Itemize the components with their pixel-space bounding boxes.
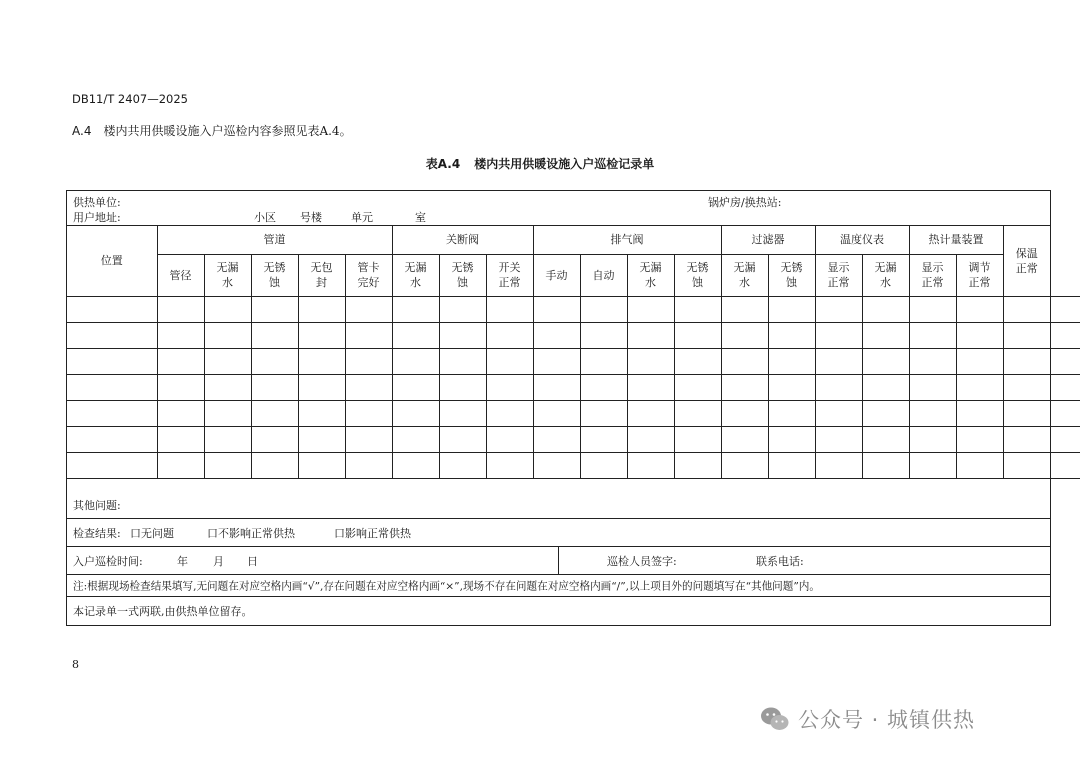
sub-header: 无锈 蚀 [674, 254, 721, 296]
intro-text: 楼内共用供暖设施入户巡检内容参照见表A.4。 [103, 124, 352, 138]
info-row [67, 191, 1050, 226]
sub-header: 管径 [157, 254, 204, 296]
sub-header: 无漏 水 [204, 254, 251, 296]
inspection-form [66, 190, 1051, 626]
caption-number: 表A.4 [425, 157, 461, 171]
blank-cell[interactable] [956, 322, 1003, 348]
blank-cell[interactable] [392, 374, 439, 400]
group-header: 排气阀 [533, 226, 721, 254]
blank-cell[interactable] [345, 426, 392, 452]
blank-cell[interactable] [157, 348, 204, 374]
blank-cell[interactable] [533, 322, 580, 348]
wechat-icon [760, 706, 790, 732]
blank-cell[interactable] [392, 400, 439, 426]
address-label: 用户地址: [73, 211, 121, 224]
sub-header: 手动 [533, 254, 580, 296]
inspector-label: 巡检人员签字: [607, 554, 677, 568]
blank-cell[interactable] [768, 322, 815, 348]
blank-cell[interactable] [862, 374, 909, 400]
sub-header: 无漏 水 [721, 254, 768, 296]
blank-cell[interactable] [674, 348, 721, 374]
blank-cell[interactable] [768, 374, 815, 400]
blank-cell[interactable] [486, 374, 533, 400]
blank-cell[interactable] [909, 322, 956, 348]
blank-cell[interactable] [721, 400, 768, 426]
blank-cell[interactable] [157, 374, 204, 400]
blank-cell[interactable] [204, 374, 251, 400]
blank-cell[interactable] [909, 452, 956, 478]
blank-cell[interactable] [956, 348, 1003, 374]
blank-cell[interactable] [1050, 426, 1080, 452]
blank-cell[interactable] [815, 348, 862, 374]
blank-cell[interactable] [439, 296, 486, 322]
blank-cell[interactable] [768, 426, 815, 452]
blank-cell[interactable] [1003, 452, 1050, 478]
blank-cell[interactable] [627, 374, 674, 400]
sub-header: 无漏 水 [627, 254, 674, 296]
group-header: 温度仪表 [815, 226, 909, 254]
blank-cell[interactable] [580, 400, 627, 426]
result-option-major[interactable]: 口影响正常供热 [334, 526, 411, 540]
blank-cell[interactable] [204, 452, 251, 478]
time-month: 月 [213, 554, 224, 568]
blank-cell[interactable] [439, 400, 486, 426]
page-number: 8 [72, 658, 79, 671]
blank-cell[interactable] [204, 400, 251, 426]
result-option-no-issue[interactable]: 口无问题 [130, 526, 174, 540]
sub-header: 无漏 水 [862, 254, 909, 296]
blank-cell[interactable] [1003, 426, 1050, 452]
blank-cell[interactable] [1003, 374, 1050, 400]
blank-cell[interactable] [721, 296, 768, 322]
blank-cell[interactable] [298, 374, 345, 400]
blank-cell[interactable] [909, 426, 956, 452]
sub-header: 显示 正常 [815, 254, 862, 296]
blank-cell[interactable] [392, 452, 439, 478]
note-row [67, 575, 1050, 597]
blank-cell[interactable] [815, 296, 862, 322]
result-row [67, 519, 1050, 547]
blank-cell[interactable] [345, 400, 392, 426]
inspection-table [67, 226, 1080, 479]
blank-cell[interactable] [1050, 348, 1080, 374]
intro-line [72, 122, 352, 139]
result-option-minor[interactable]: 口不影响正常供热 [207, 526, 295, 540]
blank-cell[interactable] [204, 426, 251, 452]
blank-cell[interactable] [956, 296, 1003, 322]
blank-cell[interactable] [486, 426, 533, 452]
sub-header: 开关 正常 [486, 254, 533, 296]
blank-cell[interactable] [157, 426, 204, 452]
blank-cell[interactable] [862, 452, 909, 478]
blank-cell[interactable] [862, 322, 909, 348]
sub-header: 管卡 完好 [345, 254, 392, 296]
blank-cell[interactable] [627, 348, 674, 374]
table-row [67, 452, 1080, 478]
blank-cell[interactable] [956, 452, 1003, 478]
blank-cell[interactable] [627, 296, 674, 322]
time-year: 年 [177, 554, 188, 568]
table-row [67, 322, 1080, 348]
time-label: 入户巡检时间: [73, 554, 143, 568]
blank-cell[interactable] [768, 400, 815, 426]
blank-cell[interactable] [67, 348, 157, 374]
blank-cell[interactable] [1050, 374, 1080, 400]
blank-cell[interactable] [204, 296, 251, 322]
position-header: 位置 [67, 226, 157, 296]
blank-cell[interactable] [580, 426, 627, 452]
blank-cell[interactable] [67, 374, 157, 400]
blank-cell[interactable] [345, 452, 392, 478]
blank-cell[interactable] [345, 322, 392, 348]
table-row [67, 348, 1080, 374]
blank-cell[interactable] [1003, 348, 1050, 374]
blank-cell[interactable] [157, 452, 204, 478]
blank-cell[interactable] [1050, 400, 1080, 426]
blank-cell[interactable] [67, 400, 157, 426]
blank-cell[interactable] [627, 400, 674, 426]
blank-cell[interactable] [909, 348, 956, 374]
other-issues-row [67, 491, 1050, 519]
sub-header: 无漏 水 [392, 254, 439, 296]
blank-cell[interactable] [909, 296, 956, 322]
blank-cell[interactable] [298, 400, 345, 426]
intro-number: A.4 [72, 124, 92, 138]
blank-cell[interactable] [204, 348, 251, 374]
blank-cell[interactable] [956, 400, 1003, 426]
table-row [67, 296, 1080, 322]
blank-cell[interactable] [815, 374, 862, 400]
blank-cell[interactable] [251, 452, 298, 478]
blank-cell[interactable] [815, 426, 862, 452]
blank-cell[interactable] [392, 296, 439, 322]
blank-cell[interactable] [298, 452, 345, 478]
blank-cell[interactable] [815, 400, 862, 426]
blank-cell[interactable] [345, 348, 392, 374]
blank-cell[interactable] [251, 374, 298, 400]
blank-cell[interactable] [1003, 322, 1050, 348]
blank-cell[interactable] [345, 374, 392, 400]
footer-note: 本记录单一式两联,由供热单位留存。 [73, 605, 253, 618]
blank-cell[interactable] [815, 322, 862, 348]
blank-cell[interactable] [674, 322, 721, 348]
blank-cell[interactable] [157, 322, 204, 348]
blank-cell[interactable] [862, 296, 909, 322]
blank-cell[interactable] [721, 452, 768, 478]
watermark [760, 704, 975, 734]
address-room: 室 [415, 211, 426, 224]
blank-cell[interactable] [298, 426, 345, 452]
footer-note-row [67, 597, 1050, 625]
blank-cell[interactable] [768, 296, 815, 322]
group-header: 过滤器 [721, 226, 815, 254]
blank-cell[interactable] [486, 322, 533, 348]
address-unit: 单元 [351, 211, 373, 224]
blank-cell[interactable] [674, 400, 721, 426]
blank-cell[interactable] [298, 322, 345, 348]
caption-title: 楼内共用供暖设施入户巡检记录单 [474, 157, 655, 171]
blank-cell[interactable] [674, 374, 721, 400]
blank-cell[interactable] [157, 296, 204, 322]
blank-cell[interactable] [1050, 322, 1080, 348]
blank-cell[interactable] [486, 296, 533, 322]
blank-cell[interactable] [862, 348, 909, 374]
blank-cell[interactable] [204, 322, 251, 348]
time-row-divider [558, 547, 559, 575]
blank-cell[interactable] [392, 348, 439, 374]
blank-cell[interactable] [580, 296, 627, 322]
blank-cell[interactable] [674, 296, 721, 322]
result-label: 检查结果: [73, 526, 121, 540]
blank-cell[interactable] [439, 374, 486, 400]
blank-cell[interactable] [909, 374, 956, 400]
blank-cell[interactable] [956, 374, 1003, 400]
blank-cell[interactable] [862, 426, 909, 452]
note-text: 注:根据现场检查结果填写,无问题在对应空格内画“√”,存在问题在对应空格内画“×”,现场不存在问题在对应空格内画“/”,以上项目外的问题填写在“其他问题”内。 [73, 580, 820, 592]
blank-cell[interactable] [533, 374, 580, 400]
blank-cell[interactable] [298, 348, 345, 374]
sub-header: 无锈 蚀 [768, 254, 815, 296]
blank-cell[interactable] [533, 426, 580, 452]
blank-cell[interactable] [627, 426, 674, 452]
blank-cell[interactable] [533, 296, 580, 322]
blank-cell[interactable] [721, 348, 768, 374]
blank-cell[interactable] [721, 426, 768, 452]
blank-cell[interactable] [439, 426, 486, 452]
blank-cell[interactable] [768, 348, 815, 374]
address-estate: 小区 [254, 211, 276, 224]
address-building: 号楼 [300, 211, 322, 224]
blank-cell[interactable] [580, 322, 627, 348]
blank-cell[interactable] [486, 400, 533, 426]
blank-cell[interactable] [67, 322, 157, 348]
insulation-header: 保温 正常 [1003, 226, 1050, 296]
sub-header: 显示 正常 [909, 254, 956, 296]
blank-cell[interactable] [533, 400, 580, 426]
blank-cell[interactable] [580, 348, 627, 374]
group-header: 热计量装置 [909, 226, 1003, 254]
sub-header: 调节 正常 [956, 254, 1003, 296]
blank-cell[interactable] [251, 296, 298, 322]
table-caption [0, 155, 1080, 172]
blank-cell[interactable] [768, 452, 815, 478]
blank-cell[interactable] [439, 348, 486, 374]
blank-cell[interactable] [721, 374, 768, 400]
sub-header: 无锈 蚀 [251, 254, 298, 296]
blank-cell[interactable] [721, 322, 768, 348]
blank-cell[interactable] [627, 452, 674, 478]
blank-cell[interactable] [1050, 296, 1080, 322]
inspection-grid [67, 226, 1050, 491]
unit-label: 供热单位: [73, 196, 121, 209]
blank-cell[interactable] [1003, 400, 1050, 426]
blank-cell[interactable] [674, 452, 721, 478]
standard-code: DB11/T 2407—2025 [72, 92, 188, 106]
watermark-text: 公众号 · 城镇供热 [798, 708, 976, 732]
other-issues-label: 其他问题: [73, 498, 121, 512]
time-row [67, 547, 1050, 575]
blank-cell[interactable] [533, 452, 580, 478]
blank-cell[interactable] [439, 452, 486, 478]
blank-cell[interactable] [909, 400, 956, 426]
table-row [67, 374, 1080, 400]
blank-cell[interactable] [486, 452, 533, 478]
blank-cell[interactable] [1050, 452, 1080, 478]
table-row [67, 400, 1080, 426]
blank-cell[interactable] [392, 426, 439, 452]
blank-cell[interactable] [533, 348, 580, 374]
blank-cell[interactable] [674, 426, 721, 452]
blank-cell[interactable] [580, 452, 627, 478]
blank-cell[interactable] [815, 452, 862, 478]
time-day: 日 [247, 554, 258, 568]
blank-cell[interactable] [439, 322, 486, 348]
blank-cell[interactable] [251, 348, 298, 374]
sub-header: 无锈 蚀 [439, 254, 486, 296]
blank-cell[interactable] [67, 296, 157, 322]
group-header: 管道 [157, 226, 392, 254]
blank-cell[interactable] [392, 322, 439, 348]
blank-cell[interactable] [1003, 296, 1050, 322]
blank-cell[interactable] [627, 322, 674, 348]
blank-cell[interactable] [67, 426, 157, 452]
blank-cell[interactable] [251, 322, 298, 348]
boiler-label: 锅炉房/换热站: [708, 196, 782, 209]
phone-label: 联系电话: [756, 554, 804, 568]
sub-header: 自动 [580, 254, 627, 296]
table-row [67, 426, 1080, 452]
blank-cell[interactable] [298, 296, 345, 322]
blank-cell[interactable] [956, 426, 1003, 452]
blank-cell[interactable] [486, 348, 533, 374]
blank-cell[interactable] [862, 400, 909, 426]
group-header: 关断阀 [392, 226, 533, 254]
blank-cell[interactable] [251, 426, 298, 452]
blank-cell[interactable] [580, 374, 627, 400]
blank-cell[interactable] [67, 452, 157, 478]
blank-cell[interactable] [345, 296, 392, 322]
blank-cell[interactable] [251, 400, 298, 426]
sub-header: 无包 封 [298, 254, 345, 296]
blank-cell[interactable] [157, 400, 204, 426]
